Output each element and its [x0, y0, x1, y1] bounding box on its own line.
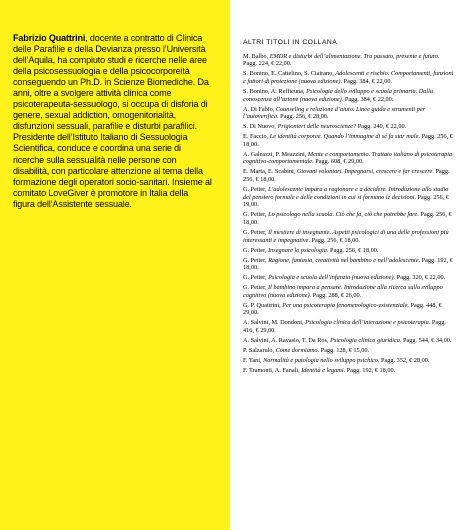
entry-title: L’adolescente impara a ragionare e a decidere. Introduzione allo studio del pensiero formale e delle condizioni in cui si formano le decisioni — [243, 186, 449, 201]
entry-title: Insegnare la psicologia — [268, 246, 327, 254]
entry-info: . Pagg. 384, € 22,00. — [341, 95, 394, 103]
entry-title: Mente e comportamento. Trattato italiano di psicoterapia cognitivo-comportamentale — [243, 150, 453, 166]
title-entry — [243, 133, 455, 148]
entry-title: Prigionieri delle neuroscienze? — [277, 123, 357, 131]
entry-author: G. Petter, — [243, 246, 269, 254]
author-bio — [13, 33, 212, 210]
entry-info: . Pagg. 288, € 26,00. — [309, 291, 362, 299]
entry-title: Lo psicologo nella scuola. Ciò che fa, ciò che potrebbe fare — [268, 211, 418, 219]
entry-title: Psicologia e scuola dell’infanzia (nuova edizione) — [268, 274, 394, 282]
series-titles-panel — [243, 39, 455, 377]
title-entry — [243, 186, 455, 209]
entry-author: M. Balbo, — [243, 52, 270, 60]
entry-title: Identità e legami — [301, 366, 344, 374]
entry-info: . Pagg. 256, € 18,00. — [243, 211, 452, 227]
title-entry — [243, 211, 455, 226]
title-entry — [243, 319, 455, 334]
entry-title: Psicologia clinica giuridica — [330, 336, 400, 344]
entry-author: F. Tani, — [243, 356, 264, 364]
entry-title: Il mestiere di insegnante. Aspetti psicologici di una delle professioni più interessanti e impegnative — [243, 228, 449, 244]
entry-author: A. Salvini, M. Dondoni, — [243, 319, 306, 327]
entry-author: G. Petter, — [243, 228, 269, 236]
entry-title: Psicologia dello sviluppo e scuola primaria. Dalla conoscenza all’azione (nuova edizione) — [243, 87, 433, 103]
entry-info: . Pagg. 544, € 34,00. — [399, 336, 452, 344]
entry-author: G. Petter, — [243, 284, 269, 292]
entry-info: . Pagg. 192, € 18,00. — [243, 256, 453, 272]
title-entry — [243, 229, 455, 244]
entry-author: G. P. Quattrini, — [243, 301, 283, 309]
entry-title: Giovani volontari. Impegnarsi, crescere e far crescere — [296, 168, 433, 176]
series-heading: ALTRI TITOLI IN COLLANA — [243, 39, 338, 46]
entry-info: . Pagg. 448, € 29,00. — [243, 301, 442, 317]
title-entry — [243, 168, 455, 183]
title-entry — [243, 347, 455, 355]
entry-title: Il bambino impara a pensare. Introduzione alla ricerca sullo sviluppo cognitivo (nuova edizione) — [243, 284, 443, 299]
entry-title: Adolescenti e rischio. Comportamenti, funzioni e fattori di protezione (nuova edizione) — [243, 70, 454, 86]
entry-author: S. Bonino, A. Reffieuna, — [243, 87, 307, 95]
entry-author: P. Salzarulo, — [243, 346, 276, 354]
yellow-gutter — [222, 0, 230, 530]
entry-author: F. Tramonti, A. Fanali, — [243, 366, 302, 374]
entry-title: Per una psicoterapia fenomenologico-esistenziale — [282, 301, 408, 309]
entry-title: Psicologia clinica dell’interazione e psicoterapia — [305, 319, 429, 327]
title-entry — [243, 337, 455, 345]
title-entry — [243, 53, 455, 68]
entry-author: S. Bonino, E. Cattelino, S. Ciairano, — [243, 70, 336, 78]
title-entry — [243, 123, 455, 131]
entry-info: . Pagg. 320, € 22,00. — [393, 274, 446, 282]
entry-info: . Pagg. 224, € 22,00. — [243, 52, 440, 68]
title-entry — [243, 257, 455, 272]
entry-info: Pagg. 240, € 22,00. — [356, 123, 407, 131]
title-entry — [243, 151, 455, 166]
series-titles-list — [243, 53, 455, 375]
entry-author: G. Petter, — [243, 274, 269, 282]
entry-info: . Pagg. 256, € 18,00. — [243, 168, 450, 184]
title-entry — [243, 88, 455, 103]
entry-title: Ragione, fantasia, creatività nel bambino e nell’adolescente — [268, 256, 419, 264]
entry-title: Le identità corporee. Quando l’immagine di sé fa star male — [269, 133, 419, 141]
title-entry — [243, 274, 455, 282]
entry-info: . Pagg. 352, € 28,00. — [377, 356, 430, 364]
title-entry — [243, 106, 455, 121]
author-bio-text: , docente a contratto di Clinica delle Parafilie e della Devianza presso l’Università dell’Aquila, ha compiuto studi e ricerche nelle aree della psicosessuologia e della psicocorporeità conseguendo un Ph.D. in Scienze Biomediche. Da anni, oltre a svolgere attività clinica come psicoterapeuta-sessuologo, si occupa di disforia di genere, sexual addiction, omogenitorialità, disfunzioni sessuali, parafilie e disturbi parafilici. Presidente dell’Istituto Italiano di Sessuologia Scientifica, conduce e coordina una serie di ricerche sulla sessualità nelle persone con disabilità, con particolare attenzione al tema della formazione degli operatori socio-sanitari. Insieme al comitato LoveGiver è promotore in Italia della figura dell’Assistente sessuale. — [13, 33, 212, 209]
entry-info: . Pagg. 416, € 29,00. — [243, 319, 446, 334]
entry-info: . Pagg. 256, € 28,00. — [277, 113, 329, 121]
entry-info: . Pagg. 256, € 19,00. — [243, 193, 449, 209]
title-entry — [243, 247, 455, 255]
entry-info: . Pagg. 608, € 29,00. — [312, 158, 364, 166]
title-entry — [243, 367, 455, 375]
title-entry — [243, 284, 455, 299]
entry-info: . Pagg. 256, € 18,00. — [326, 246, 379, 254]
entry-author: E. Faccio, — [243, 133, 270, 141]
entry-info: . Pagg. 192, € 18,00. — [343, 366, 396, 374]
entry-title: EMDR e disturbi dell’alimentazione. Tra passato, presente e futuro — [269, 52, 439, 60]
author-name: Fabrizio Quattrini — [13, 33, 86, 43]
entry-info: . Pagg. 256, € 18,00. — [243, 133, 453, 148]
entry-author: G. Petter, — [243, 256, 269, 264]
title-entry — [243, 302, 455, 317]
entry-info: . Pagg. 256, € 18,00. — [308, 236, 360, 244]
entry-author: A. Salvini, A. Ravasio, T. Da Ros, — [243, 336, 331, 344]
entry-title: Come dormiamo — [275, 346, 318, 354]
entry-title: Counseling e relazione d’aiuto. Linee guida e strumenti per l’autoverifica — [243, 105, 426, 121]
entry-info: . Pagg. 384, € 22,00. — [340, 78, 393, 86]
title-entry — [243, 357, 455, 365]
entry-title: Normalità e patologia nello sviluppo psichico — [263, 356, 378, 364]
entry-author: A. Di Fabio, — [243, 105, 276, 113]
entry-author: G. Petter, — [243, 186, 269, 193]
entry-author: E. Marta, E. Scabini, — [243, 168, 297, 176]
entry-info: . Pagg. 128, € 15,00. — [317, 346, 370, 354]
title-entry — [243, 70, 455, 85]
entry-author: S. Di Nuovo, — [243, 123, 278, 131]
entry-author: A. Galeazzi, P. Meazzini, — [243, 150, 308, 158]
entry-author: G. Petter, — [243, 211, 269, 219]
